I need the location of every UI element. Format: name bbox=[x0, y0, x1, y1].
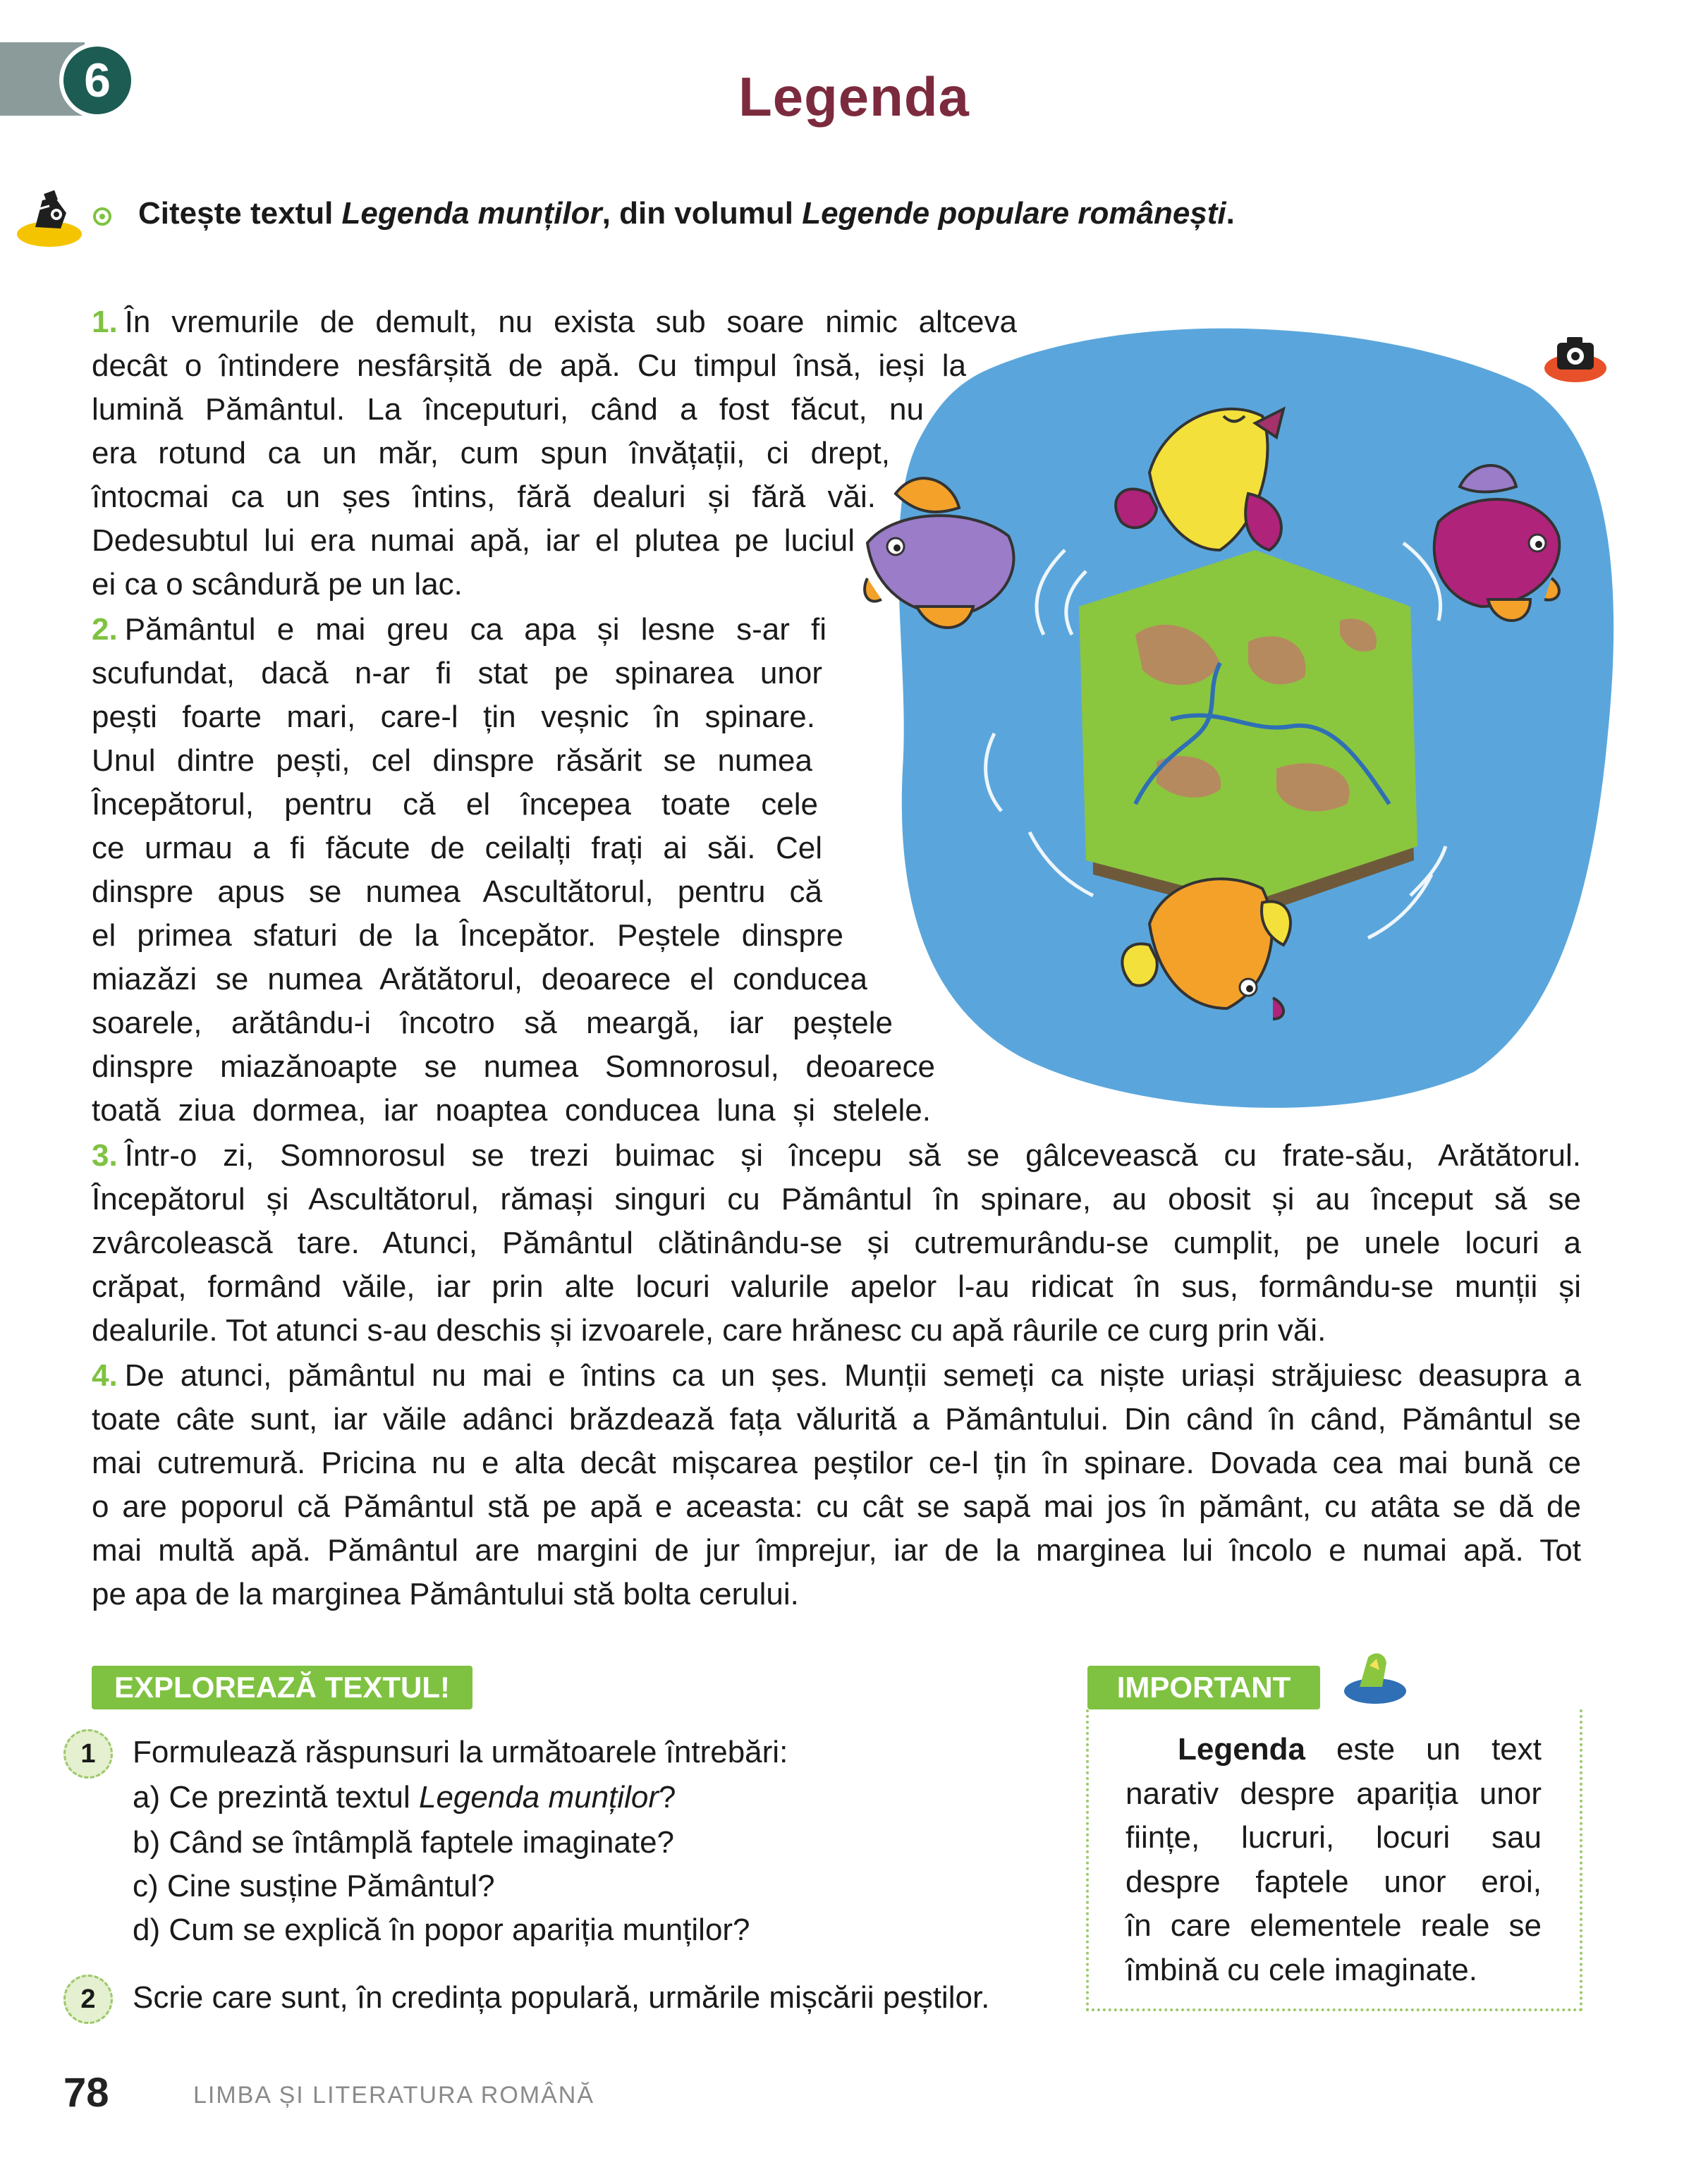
question-1-text: Formulează răspunsuri la următoarele întrebări: bbox=[133, 1735, 788, 1769]
paragraph-number: 1. bbox=[92, 305, 118, 339]
reading-line: ce urmau a fi făcute de ceilalți frați ai săi. Cel bbox=[92, 831, 822, 865]
reading-line: pe apa de la marginea Pământului stă bolta cerului. bbox=[92, 1577, 799, 1611]
reading-paragraph-1 bbox=[92, 300, 1017, 344]
instruction-work-title: Legenda munților bbox=[341, 196, 602, 231]
reading-paragraph-3: 3. Într-o zi, Somnorosul se trezi buimac și începu să se gâlcevească cu frate-său, Arătătorul. bbox=[92, 1138, 1581, 1173]
reading-line: mai multă apă. Pământul are margini de jur împrejur, iar de la marginea lui încolo e numai apă. Tot bbox=[92, 1533, 1581, 1568]
reading-paragraph-2: 2. Pământul e mai greu ca apa și lesne s-ar fi bbox=[92, 612, 826, 647]
land-block bbox=[1079, 550, 1417, 903]
important-header: IMPORTANT bbox=[1087, 1666, 1320, 1709]
reading-line: ei ca o scândură pe un lac. bbox=[92, 567, 463, 602]
paragraph-line: 1. În vremurile de demult, nu exista sub soare nimic altceva bbox=[92, 305, 1017, 339]
question-1d: d) Cum se explică în popor apariția munților? bbox=[133, 1913, 750, 1947]
reading-line: dealurile. Tot atunci s-au deschis și izvoarele, care hrănesc cu apă râurile ce curg prin văi. bbox=[92, 1313, 1326, 1348]
question-1a: a) Ce prezintă textul Legenda munților? bbox=[133, 1780, 676, 1815]
reading-line: toată ziua dormea, iar noaptea conducea luna și stelele. bbox=[92, 1093, 931, 1128]
explore-section-header: EXPLOREAZĂ TEXTUL! bbox=[92, 1666, 472, 1709]
reading-task-icon bbox=[14, 185, 87, 250]
instruction-bullet bbox=[93, 207, 111, 226]
page-title: Legenda bbox=[738, 66, 970, 128]
reading-line: mai cutremură. Pricina nu e alta decât mișcarea peștilor ce-l țin în spinare. Dovada cea mai bună ce bbox=[92, 1446, 1581, 1480]
important-term: Legenda bbox=[1178, 1732, 1305, 1767]
reading-line: pești foarte mari, care-l țin veșnic în spinare. bbox=[92, 700, 815, 734]
instruction-middle: , din volumul bbox=[602, 196, 803, 231]
reading-line: Dedesubtul lui era numai apă, iar el plutea pe luciul bbox=[92, 523, 855, 558]
important-definition: Legenda este un text narativ despre apariția unor ființe, lucruri, locuri sau despre faptele unor eroi, în care elementele reale se îmbină cu cele imaginate. bbox=[1126, 1732, 1542, 1987]
reading-line: toate câte sunt, iar văile adânci brăzdează fața vălurită a Pământului. Din când în când, Pământul se bbox=[92, 1402, 1581, 1437]
instruction-suffix: . bbox=[1226, 196, 1235, 231]
reading-line: era rotund ca un măr, cum spun învățații, ci drept, bbox=[92, 436, 890, 470]
book-subject: LIMBA ȘI LITERATURA ROMÂNĂ bbox=[193, 2082, 595, 2109]
reading-line: zvârcolească tare. Atunci, Pământul clătinându-se și cutremurându-se cumplit, pe unele locuri a bbox=[92, 1226, 1581, 1260]
question-1c: c) Cine susține Pământul? bbox=[133, 1869, 495, 1903]
reading-paragraph-4: 4. De atunci, pământul nu mai e întins ca un șes. Munții semeți ca niște uriași străjuiesc deasupra a bbox=[92, 1358, 1581, 1393]
reading-line: el primea sfaturi de la Începător. Peștele dinspre bbox=[92, 918, 843, 953]
page-number: 78 bbox=[63, 2070, 109, 2116]
reading-line: Începătorul, pentru că el începea toate cele bbox=[92, 787, 818, 822]
lesson-number-badge: 6 bbox=[59, 42, 135, 118]
reading-line: decât o întindere nesfârșită de apă. Cu timpul însă, ieși la bbox=[92, 348, 966, 383]
question-2-text: Scrie care sunt, în credința populară, urmările mișcării peștilor. bbox=[133, 1980, 990, 2015]
reading-instruction bbox=[138, 196, 1235, 231]
question-1-badge: 1 bbox=[63, 1729, 113, 1779]
instruction-prefix: Citește textul bbox=[138, 196, 342, 231]
reading-line: scufundat, dacă n-ar fi stat pe spinarea unor bbox=[92, 656, 822, 690]
reading-line: Unul dintre pești, cel dinspre răsărit se numea bbox=[92, 743, 812, 778]
reading-line: Începătorul și Ascultătorul, rămași singuri cu Pământul în spinare, au obosit și au început să se bbox=[92, 1182, 1581, 1216]
reading-line: dinspre miazănoapte se numea Somnorosul, deoarece bbox=[92, 1049, 935, 1084]
paragraph-number: 4. bbox=[92, 1358, 118, 1393]
camera-icon bbox=[1542, 326, 1609, 385]
question-2-badge: 2 bbox=[63, 1975, 113, 2024]
reading-line: întocmai ca un șes întins, fără dealuri și fără văi. bbox=[92, 480, 876, 514]
paragraph-number: 3. bbox=[92, 1138, 118, 1173]
reading-line: crăpat, formând văile, iar prin alte locuri valurile apelor l-au ridicat în sus, formându-se munții și bbox=[92, 1269, 1581, 1304]
reading-line: o are poporul că Pământul stă pe apă e aceasta: cu cât se sapă mai jos în pământ, cu atâta se dă de bbox=[92, 1489, 1581, 1524]
instruction-volume-title: Legende populare românești bbox=[802, 196, 1226, 231]
paragraph-number: 2. bbox=[92, 612, 118, 647]
reading-line: soarele, arătându-i încotro să meargă, iar peștele bbox=[92, 1006, 893, 1040]
reading-line: dinspre apus se numea Ascultătorul, pentru că bbox=[92, 874, 822, 909]
reading-line: miazăzi se numea Arătătorul, deoarece el conducea bbox=[92, 962, 867, 996]
important-icon bbox=[1340, 1645, 1408, 1708]
earth-on-fish-illustration bbox=[853, 310, 1622, 1114]
question-1b: b) Când se întâmplă faptele imaginate? bbox=[133, 1825, 675, 1860]
reading-line: lumină Pământul. La începuturi, când a fost făcut, nu bbox=[92, 392, 924, 427]
